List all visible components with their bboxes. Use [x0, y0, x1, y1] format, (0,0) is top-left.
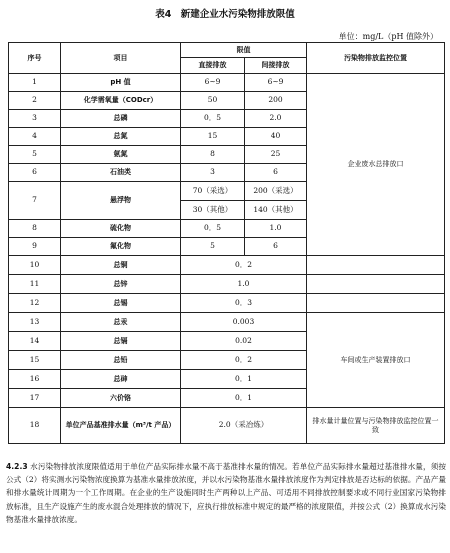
- row-value: 0.02: [181, 332, 307, 351]
- row-direct: 0．5: [181, 110, 245, 128]
- header-indirect: 间接排放: [245, 58, 307, 74]
- row-direct: 5: [181, 238, 245, 256]
- row-indirect: 6: [245, 164, 307, 182]
- row-indirect: 200（采选）: [245, 182, 307, 201]
- monitor-position-2: 车间或生产装置排放口: [307, 313, 445, 408]
- header-limit: 限值: [181, 43, 307, 58]
- row-indirect: 1.0: [245, 220, 307, 238]
- row-seq: 7: [9, 182, 61, 220]
- monitor-position-blank: [307, 256, 445, 275]
- table-row: [9, 294, 445, 313]
- row-seq: 3: [9, 110, 61, 128]
- row-indirect: 200: [245, 92, 307, 110]
- row-item: 总锌: [61, 275, 181, 294]
- header-row: [9, 43, 445, 58]
- row-seq: 13: [9, 313, 61, 332]
- table-row: [9, 275, 445, 294]
- row-item: 总锡: [61, 294, 181, 313]
- row-value: 0．3: [181, 294, 307, 313]
- row-item: 总砷: [61, 370, 181, 389]
- row-value: 0.003: [181, 313, 307, 332]
- row-value: 1.0: [181, 275, 307, 294]
- row-direct: 6~9: [181, 74, 245, 92]
- row-item: 化学需氧量（CODcr）: [61, 92, 181, 110]
- table-row: [9, 256, 445, 275]
- row-seq: 12: [9, 294, 61, 313]
- row-seq: 16: [9, 370, 61, 389]
- row-direct: 30（其他）: [181, 201, 245, 220]
- row-item: 总铅: [61, 351, 181, 370]
- row-seq: 2: [9, 92, 61, 110]
- row-seq: 14: [9, 332, 61, 351]
- monitor-position-3: 排水量计量位置与污染物排放监控位置一致: [307, 408, 445, 444]
- row-seq: 9: [9, 238, 61, 256]
- row-item: 氨氮: [61, 146, 181, 164]
- header-item: 项目: [61, 43, 181, 74]
- row-item: 总氮: [61, 128, 181, 146]
- row-direct: 8: [181, 146, 245, 164]
- table-title: 表4 新建企业水污染物排放限值: [155, 9, 295, 20]
- row-indirect: 25: [245, 146, 307, 164]
- row-indirect: 6: [245, 238, 307, 256]
- header-direct: 直接排放: [181, 58, 245, 74]
- row-indirect: 140（其他）: [245, 201, 307, 220]
- row-seq: 18: [9, 408, 61, 444]
- row-seq: 17: [9, 389, 61, 408]
- table-row: [9, 408, 445, 444]
- row-direct: 50: [181, 92, 245, 110]
- table-row: [9, 313, 445, 332]
- row-indirect: 6~9: [245, 74, 307, 92]
- row-seq: 5: [9, 146, 61, 164]
- row-seq: 1: [9, 74, 61, 92]
- row-item: 悬浮物: [61, 182, 181, 220]
- row-item: 总磷: [61, 110, 181, 128]
- unit-note: 单位：mg/L（pH 值除外）: [338, 32, 438, 41]
- row-item: 总镉: [61, 332, 181, 351]
- row-item: 六价铬: [61, 389, 181, 408]
- row-value: 0．1: [181, 389, 307, 408]
- monitor-position-blank: [307, 275, 445, 294]
- row-seq: 15: [9, 351, 61, 370]
- emission-limits-table: [8, 42, 445, 444]
- clause-text: 水污染物排放浓度限值适用于单位产品实际排水量不高于基准排水量的情况。若单位产品实际排水量超过基准排水量，须按公式（2）将实测水污染物浓度换算为基准水量排放浓度，并以水污染物基准水量排放浓度作为判定排放是否达标的依据。产品产量和排水量统计周期为一个工作周期。在企业的生产设施同时生产两种以上产品、可适用不同排放控制要求或不同行业国家污染物排放标准，且生产设施产生的废水混合处理排放的情况下，应执行排放标准中规定的最严格的浓度限值，并按公式（2）换算成水污染物基准水量排放浓度。: [6, 462, 446, 524]
- row-indirect: 40: [245, 128, 307, 146]
- row-item: 石油类: [61, 164, 181, 182]
- row-value: 0．2: [181, 351, 307, 370]
- row-direct: 0．5: [181, 220, 245, 238]
- row-value: 2.0（采冶炼）: [181, 408, 307, 444]
- row-item: pH 值: [61, 74, 181, 92]
- clause-4-2-3: [6, 460, 446, 526]
- row-item: 总铜: [61, 256, 181, 275]
- row-direct: 70（采选）: [181, 182, 245, 201]
- row-seq: 8: [9, 220, 61, 238]
- row-item: 氟化物: [61, 238, 181, 256]
- header-seq: 序号: [9, 43, 61, 74]
- row-seq: 6: [9, 164, 61, 182]
- row-seq: 4: [9, 128, 61, 146]
- row-direct: 3: [181, 164, 245, 182]
- clause-number: 4.2.3: [6, 462, 28, 471]
- row-item: 硫化物: [61, 220, 181, 238]
- monitor-position-blank: [307, 294, 445, 313]
- row-direct: 15: [181, 128, 245, 146]
- row-value: 0．1: [181, 370, 307, 389]
- row-item: 单位产品基准排水量（m³/t 产品）: [61, 408, 181, 444]
- header-monitor: 污染物排放监控位置: [307, 43, 445, 74]
- row-value: 0．2: [181, 256, 307, 275]
- row-seq: 11: [9, 275, 61, 294]
- table-row: [9, 74, 445, 92]
- monitor-position-1: 企业废水总排放口: [307, 74, 445, 256]
- row-seq: 10: [9, 256, 61, 275]
- row-item: 总汞: [61, 313, 181, 332]
- row-indirect: 2.0: [245, 110, 307, 128]
